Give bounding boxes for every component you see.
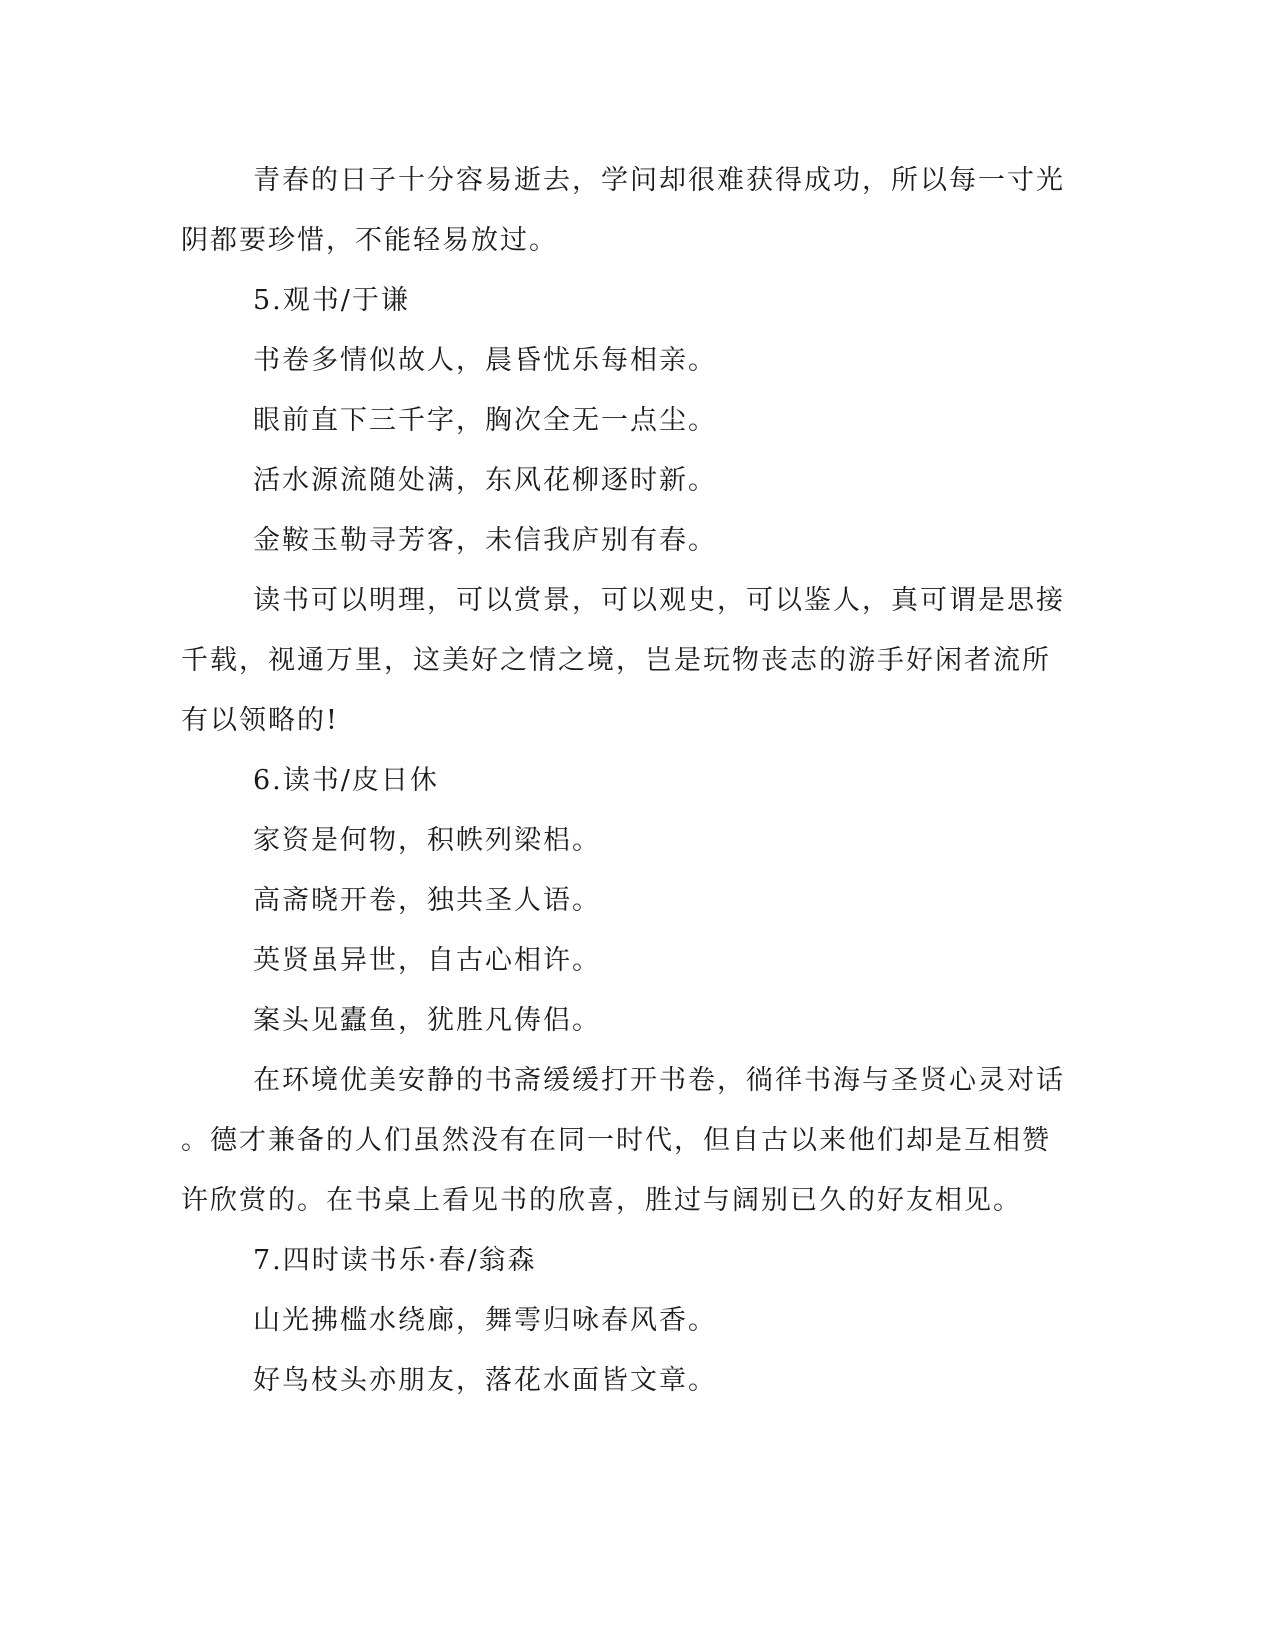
poem-line: 好鸟枝头亦朋友，落花水面皆文章。: [253, 1365, 717, 1396]
poem-line: 英贤虽异世，自古心相许。: [253, 945, 601, 976]
poem-line: 活水源流随处满，东风花柳逐时新。: [253, 465, 717, 496]
paragraph-line: 读书可以明理，可以赏景，可以观史，可以鉴人，真可谓是思接: [253, 585, 1065, 616]
paragraph-line: 在环境优美安静的书斋缓缓打开书卷，徜徉书海与圣贤心灵对话: [253, 1065, 1065, 1096]
poem-line: 案头见蠹鱼，犹胜凡俦侣。: [253, 1005, 601, 1036]
document-body: [181, 151, 1065, 1411]
poem-heading: 5.观书/于谦: [253, 285, 410, 316]
poem-line: 眼前直下三千字，胸次全无一点尘。: [253, 405, 717, 436]
paragraph-line: 许欣赏的。在书桌上看见书的欣喜，胜过与阔别已久的好友相见。: [181, 1185, 1022, 1216]
poem-heading: 6.读书/皮日休: [253, 765, 439, 796]
paragraph-line: 。德才兼备的人们虽然没有在同一时代，但自古以来他们却是互相赞: [181, 1125, 1051, 1156]
poem-line: 金鞍玉勒寻芳客，未信我庐别有春。: [253, 525, 717, 556]
paragraph-line: 青春的日子十分容易逝去，学问却很难获得成功，所以每一寸光: [253, 165, 1065, 196]
poem-line: 高斋晓开卷，独共圣人语。: [253, 885, 601, 916]
poem-heading: 7.四时读书乐·春/翁森: [253, 1245, 537, 1276]
paragraph-line: 千载，视通万里，这美好之情之境，岂是玩物丧志的游手好闲者流所: [181, 645, 1051, 676]
poem-line: 山光拂槛水绕廊，舞雩归咏春风香。: [253, 1305, 717, 1336]
paragraph-line: 阴都要珍惜，不能轻易放过。: [181, 225, 558, 256]
poem-line: 家资是何物，积帙列梁梠。: [253, 825, 601, 856]
paragraph-line: 有以领略的!: [181, 705, 339, 736]
poem-line: 书卷多情似故人，晨昏忧乐每相亲。: [253, 345, 717, 376]
